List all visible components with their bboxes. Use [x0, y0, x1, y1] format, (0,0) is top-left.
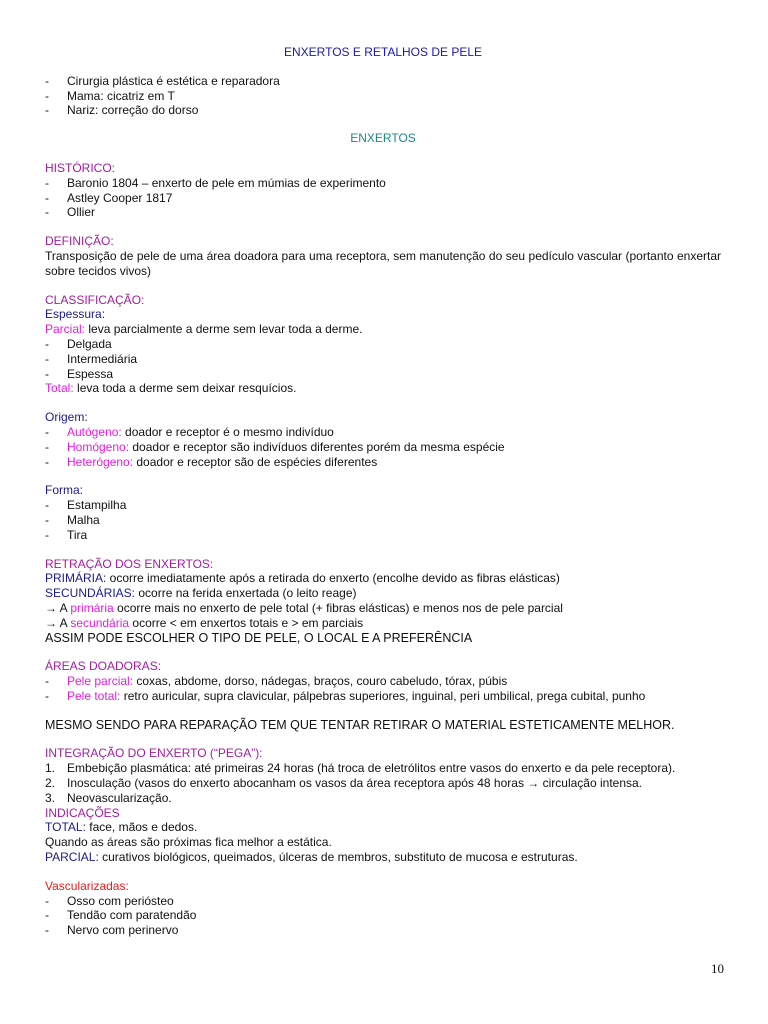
retracao-conclusion: ASSIM PODE ESCOLHER O TIPO DE PELE, O LOCAL E A PREFERÊNCIA	[45, 630, 473, 645]
document-body	[45, 45, 721, 938]
parcial-line: Parcial: leva parcialmente a derme sem levar toda a derme.	[45, 322, 363, 337]
heading-integracao: INTEGRAÇÃO DO ENXERTO (“PEGA”):	[45, 746, 263, 761]
indicacoes-total: TOTAL: face, mãos e dedos.	[45, 820, 198, 835]
heading-retracao: RETRAÇÃO DOS ENXERTOS:	[45, 556, 214, 571]
arrow-line-secundaria: → A secundária ocorre < em enxertos totais e > em parciais	[45, 615, 364, 630]
mesmo-sendo-note: MESMO SENDO PARA REPARAÇÃO TEM QUE TENTAR RETIRAR O MATERIAL ESTETICAMENTE MELHOR.	[45, 717, 675, 732]
list-item: - Heterógeno: doador e receptor são de espécies diferentes	[45, 454, 378, 469]
intro-list	[45, 74, 721, 118]
list-item: - Mama: cicatriz em T	[45, 88, 175, 103]
heading-indicacoes: INDICAÇÕES	[45, 805, 120, 820]
list-item: - Pele parcial: coxas, abdome, dorso, nádegas, braços, couro cabeludo, tórax, púbis	[45, 674, 508, 689]
numbered-item: 3. Neovascularização.	[45, 790, 172, 805]
list-item: - Pele total: retro auricular, supra clavicular, pálpebras superiores, inguinal, peri umbilical, prega cubital, punho	[45, 688, 646, 703]
list-item: - Estampilha	[45, 498, 127, 513]
list-item: - Intermediária	[45, 351, 138, 366]
list-item: - Tira	[45, 527, 88, 542]
subheading-origem: Origem:	[45, 410, 88, 425]
indicacoes-parcial: PARCIAL: curativos biológicos, queimados, úlceras de membros, substituto de mucosa e estruturas.	[45, 850, 578, 865]
definicao-text: Transposição de pele de uma área doadora para uma receptora, sem manutenção do seu pedículo vascular (portanto enxertar sobre tecidos vivos)	[45, 248, 721, 278]
subheading-espessura: Espessura:	[45, 307, 106, 322]
heading-historico: HISTÓRICO:	[45, 160, 116, 175]
list-item: - Espessa	[45, 366, 114, 381]
list-item: - Nariz: correção do dorso	[45, 103, 199, 118]
heading-vascularizadas: Vascularizadas:	[45, 878, 129, 893]
list-item: - Homógeno: doador e receptor são indivíduos diferentes porém da mesma espécie	[45, 439, 505, 454]
historico-list	[45, 176, 721, 220]
list-item: - Tendão com paratendão	[45, 908, 197, 923]
list-item: - Osso com periósteo	[45, 893, 174, 908]
section-title-enxertos: ENXERTOS	[350, 131, 416, 146]
page-number: 10	[711, 961, 724, 976]
heading-classificacao: CLASSIFICAÇÃO:	[45, 292, 145, 307]
subheading-forma: Forma:	[45, 483, 84, 498]
list-item: - Astley Cooper 1817	[45, 190, 173, 205]
document-title: ENXERTOS E RETALHOS DE PELE	[283, 45, 483, 59]
indicacoes-quando: Quando as áreas são próximas fica melhor a estática.	[45, 835, 332, 850]
list-item: - Malha	[45, 512, 100, 527]
list-item: - Delgada	[45, 336, 112, 351]
secundaria-line: SECUNDÁRIAS: ocorre na ferida enxertada (o leito reage)	[45, 586, 357, 601]
list-item: - Nervo com perinervo	[45, 923, 179, 938]
list-item: - Ollier	[45, 205, 96, 220]
arrow-line-primaria: → A primária ocorre mais no enxerto de pele total (+ fibras elásticas) e menos nos de pele parcial	[45, 600, 563, 615]
numbered-item: 2. Inosculação (vasos do enxerto abocanham os vasos da área receptora após 48 horas → circulação intensa.	[45, 776, 643, 791]
total-line: Total: leva toda a derme sem deixar resquícios.	[45, 381, 297, 396]
total-label: Total:	[45, 381, 74, 396]
primaria-line: PRIMÁRIA: ocorre imediatamente após a retirada do enxerto (encolhe devido as fibras elásticas)	[45, 571, 560, 586]
list-item: - Baronio 1804 – enxerto de pele em múmias de experimento	[45, 175, 386, 190]
parcial-label: Parcial:	[45, 322, 86, 337]
list-item: - Autógeno: doador e receptor é o mesmo indivíduo	[45, 424, 334, 439]
heading-definicao: DEFINIÇÃO:	[45, 234, 114, 249]
list-item: - Cirurgia plástica é estética e reparadora	[45, 73, 280, 88]
numbered-item: 1. Embebição plasmática: até primeiras 24 horas (há troca de eletrólitos entre vasos do enxerto e da pele receptora).	[45, 761, 676, 776]
heading-areas-doadoras: ÁREAS DOADORAS:	[45, 659, 162, 674]
